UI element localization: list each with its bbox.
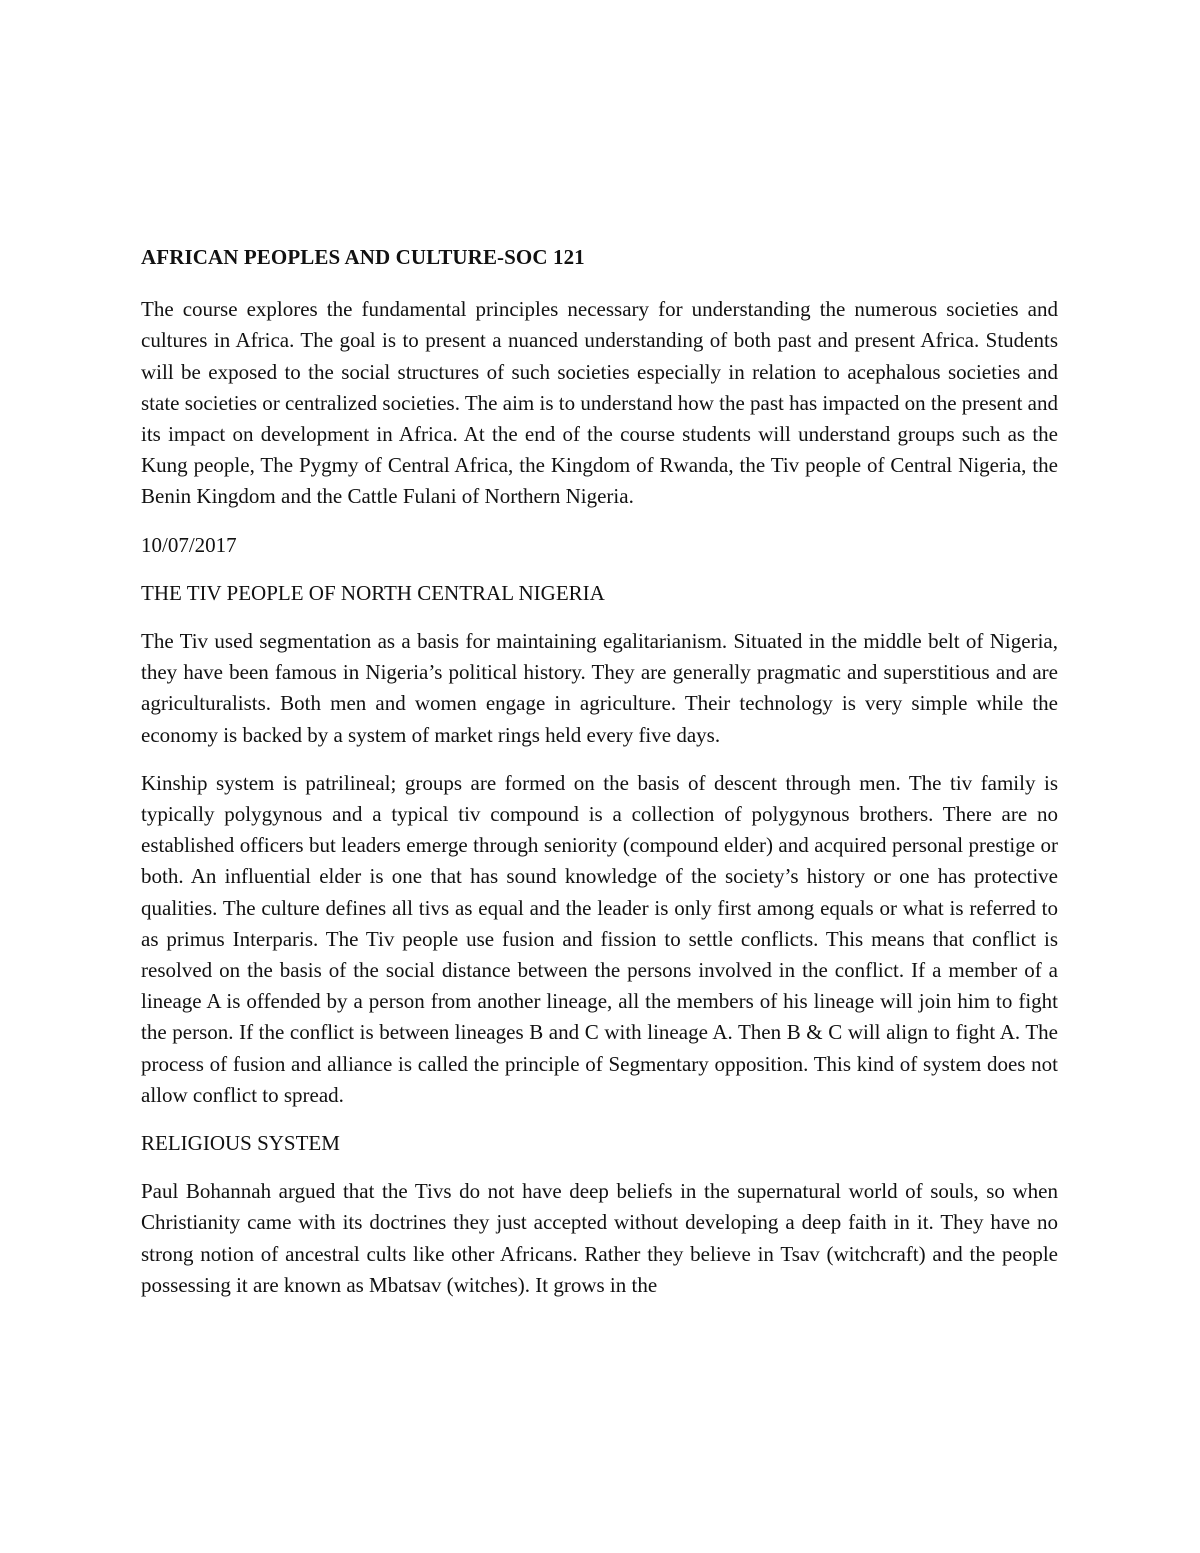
tiv-paragraph-2: Kinship system is patrilineal; groups are formed on the basis of descent through men. The tiv family is typically polygynous and a typical tiv compound is a collection of polygynous brothers. There are no established officers but leaders emerge through seniority (compound elder) and acquired personal prestige or both. An influential elder is one that has sound knowledge of the society’s history or one has protective qualities. The culture defines all tivs as equal and the leader is only first among equals or what is referred to as primus Interparis. The Tiv people use fusion and fission to settle conflicts. This means that conflict is resolved on the basis of the social distance between the persons involved in the conflict. If a member of a lineage A is offended by a person from another lineage, all the members of his lineage will join him to fight the person. If the conflict is between lineages B and C with lineage A. Then B & C will align to fight A. The process of fusion and alliance is called the principle of Segmentary opposition. This kind of system does not allow conflict to spread.	[141, 770, 1058, 1107]
section-heading-religion: RELIGIOUS SYSTEM	[141, 1131, 340, 1156]
tiv-paragraph-1: The Tiv used segmentation as a basis for maintaining egalitarianism. Situated in the middle belt of Nigeria, they have been famous in Nigeria’s political history. They are generally pragmatic and superstitious and are agriculturalists. Both men and women engage in agriculture. Their technology is very simple while the economy is backed by a system of market rings held every five days.	[141, 629, 1058, 747]
date-line: 10/07/2017	[141, 532, 237, 557]
document-body	[141, 242, 1058, 1318]
section-heading-tiv: THE TIV PEOPLE OF NORTH CENTRAL NIGERIA	[141, 580, 605, 605]
intro-paragraph: The course explores the fundamental principles necessary for understanding the numerous societies and cultures in Africa. The goal is to present a nuanced understanding of both past and present Africa. Students will be exposed to the social structures of such societies especially in relation to acephalous societies and state societies or centralized societies. The aim is to understand how the past has impacted on the present and its impact on development in Africa. At the end of the course students will understand groups such as the Kung people, The Pygmy of Central Africa, the Kingdom of Rwanda, the Tiv people of Central Nigeria, the Benin Kingdom and the Cattle Fulani of Northern Nigeria.	[141, 297, 1058, 509]
document-title: AFRICAN PEOPLES AND CULTURE-SOC 121	[141, 245, 585, 269]
religion-paragraph-1: Paul Bohannah argued that the Tivs do not have deep beliefs in the supernatural world of souls, so when Christianity came with its doctrines they just accepted without developing a deep faith in it. They have no strong notion of ancestral cults like other Africans. Rather they believe in Tsav (witchcraft) and the people possessing it are known as Mbatsav (witches). It grows in the	[141, 1179, 1058, 1297]
